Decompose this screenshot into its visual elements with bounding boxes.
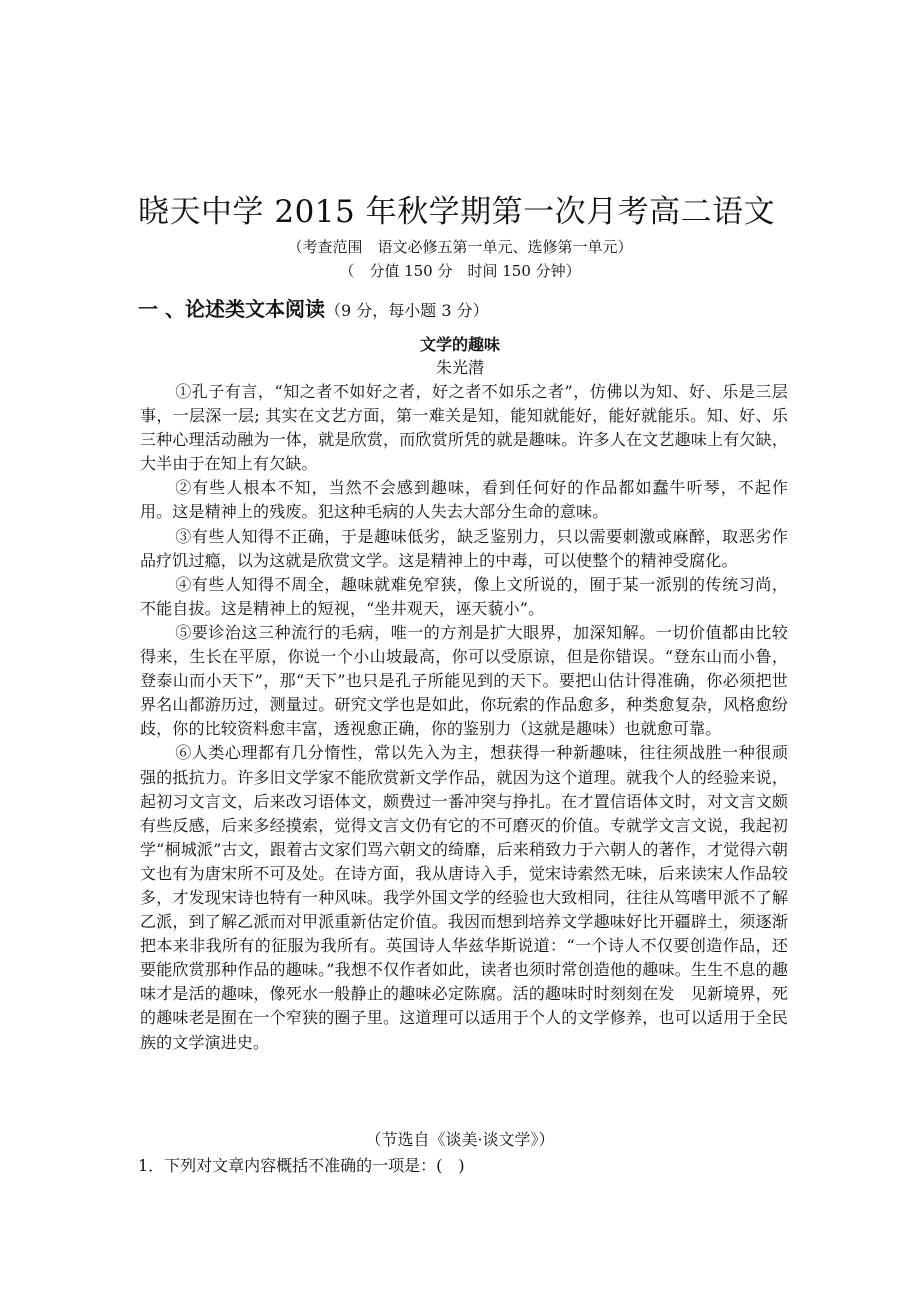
section-heading — [138, 294, 489, 326]
section-heading-title: 一 、论述类文本阅读 — [138, 297, 325, 321]
article-paragraph-3: ③有些人知得不正确，于是趣味低劣，缺乏鉴别力，只以需要刺激或麻醉，取恶劣作品疗饥过瘾，以为这就是欣赏文学。这是精神上的中毒，可以使整个的精神受腐化。 — [140, 526, 788, 570]
section-heading-note: （9 分，每小题 3 分） — [324, 301, 489, 320]
exam-score-time: （ 分值 150 分 时间 150 分钟） — [339, 262, 581, 280]
question-1: 1．下列对文章内容概括不准确的一项是：( ) — [138, 1156, 465, 1175]
exam-scope: （考查范围 语文必修五第一单元、选修第一单元） — [287, 238, 633, 256]
article-title: 文学的趣味 — [419, 335, 500, 354]
article-paragraph-6: ⑥人类心理都有几分惰性，常以先入为主，想获得一种新趣味，往往须战胜一种很顽强的抵抗力。许多旧文学家不能欣赏新文学作品，就因为这个道理。就我个人的经验来说，起初习文言文，后来改习语体文，颇费过一番冲突与挣扎。在才置信语体文时，对文言文颇有些反感，后来多经摸索，觉得文言文仍有它的不可磨灭的价值。专就学文言文说，我起初学“桐城派”古文，跟着古文家们骂六朝文的绮靡，后来稍致力于六朝人的著作，才觉得六朝文也有为唐宋所不可及处。在诗方面，我从唐诗入手，觉宋诗索然无味，后来读宋人作品较多，才发现宋诗也特有一种风味。我学外国文学的经验也大致相同，往往从笃嗜甲派不了解乙派，到了解乙派而对甲派重新估定价值。我因而想到培养文学趣味好比开疆辟土，须逐渐把本来非我所有的征服为我所有。英国诗人华兹华斯说道：“一个诗人不仅要创造作品，还要能欣赏那种作品的趣味。”我想不仅作者如此，读者也须时常创造他的趣味。生生不息的趣味才是活的趣味，像死水一般静止的趣味必定陈腐。活的趣味时时刻刻在发 见新境界，死的趣味老是囿在一个窄狭的圈子里。这道理可以适用于个人的文学修养，也可以适用于全民族的文学演进史。 — [140, 743, 788, 1052]
article-paragraph-1: ①孔子有言，“知之者不如好之者，好之者不如乐之者”，仿佛以为知、好、乐是三层事，一层深一层; 其实在文艺方面，第一难关是知，能知就能好，能好就能乐。知、好、乐三种心理活动融为一体，就是欣赏，而欣赏所凭的就是趣味。许多人在文艺趣味上有欠缺，大半由于在知上有欠缺。 — [140, 382, 788, 474]
article-paragraph-2: ②有些人根本不知，当然不会感到趣味，看到任何好的作品都如蠢牛听琴，不起作用。这是精神上的残废。犯这种毛病的人失去大部分生命的意味。 — [140, 478, 788, 522]
article-source: （节选自《谈美·谈文学》） — [365, 1130, 555, 1149]
article-body — [140, 380, 788, 1055]
article-paragraph-4: ④有些人知得不周全，趣味就难免窄狭，像上文所说的，囿于某一派别的传统习尚，不能自拔。这是精神上的短视，“坐井观天，诬天藐小”。 — [140, 574, 788, 618]
article-author: 朱光潜 — [435, 358, 484, 377]
article-paragraph-5: ⑤要诊治这三种流行的毛病，唯一的方剂是扩大眼界，加深知解。一切价值都由比较得来，生长在平原，你说一个小山坡最高，你可以受原谅，但是你错误。“登东山而小鲁，登泰山而小天下”，那“天下”也只是孔子所能见到的天下。要把山估计得准确，你必须把世界名山都游历过，测量过。研究文学也是如此，你玩索的作品愈多，种类愈复杂，风格愈纷歧，你的比较资料愈丰富，透视愈正确，你的鉴别力（这就是趣味）也就愈可靠。 — [140, 622, 788, 739]
exam-title: 晓天中学 2015 年秋学期第一次月考高二语文 — [138, 194, 776, 230]
